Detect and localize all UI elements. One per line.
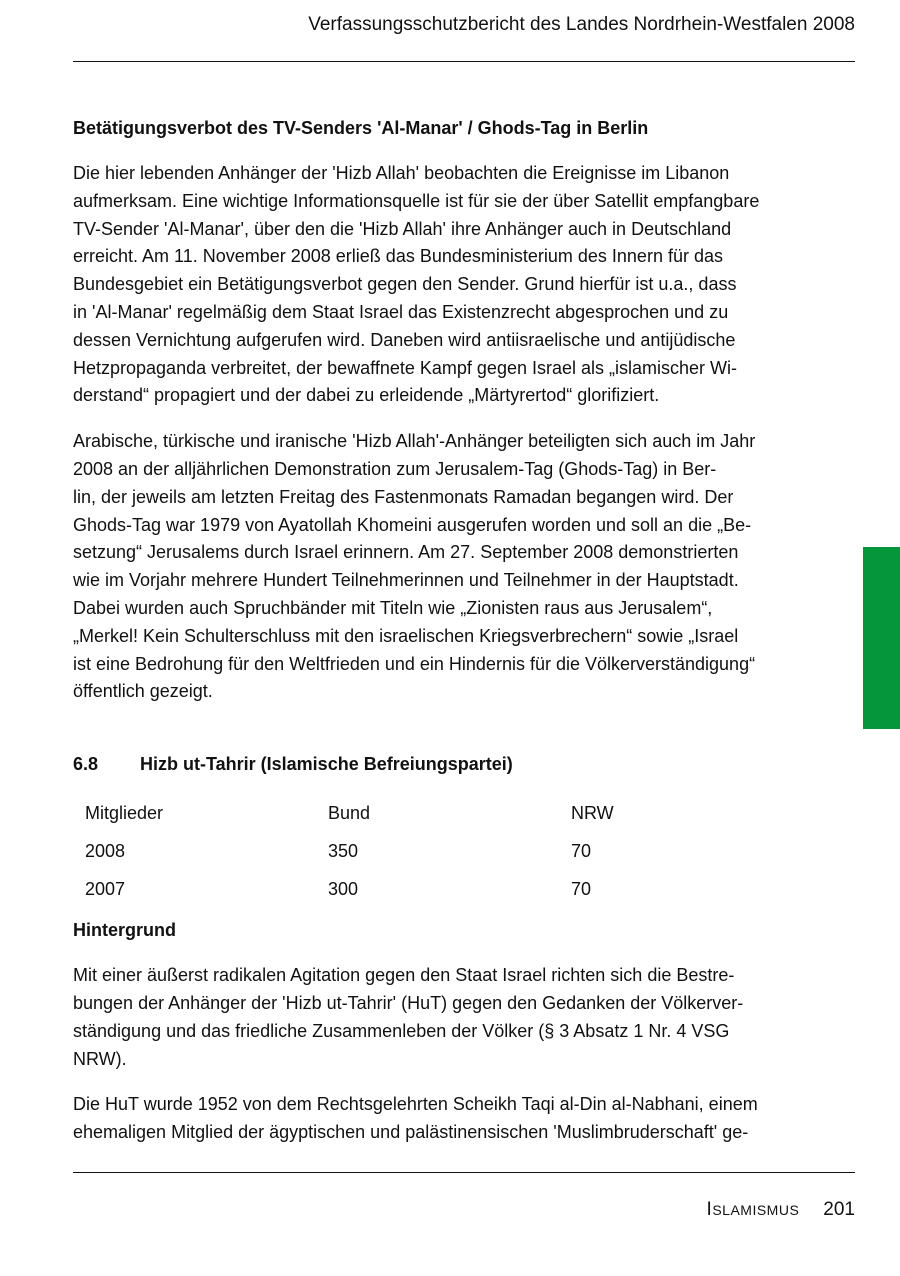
paragraph <box>73 962 833 1073</box>
table-cell: 70 <box>571 841 592 862</box>
footer-section-initial: I <box>706 1199 713 1220</box>
text-line: NRW). <box>73 1048 127 1069</box>
section-number: 6.8 <box>73 754 99 775</box>
column-header: NRW <box>571 803 614 824</box>
text-line: erreicht. Am 11. November 2008 erließ das Bundesministerium des Innern für das <box>73 246 723 267</box>
text-line: wie im Vorjahr mehrere Hundert Teilnehmerinnen und Teilnehmer in der Hauptstadt. <box>73 570 739 591</box>
text-line: lin, der jeweils am letzten Freitag des Fastenmonats Ramadan begangen wird. Der <box>73 486 734 507</box>
footer-section-label <box>706 1199 800 1220</box>
page-footer <box>707 1196 855 1224</box>
page-number: 201 <box>823 1199 855 1220</box>
text-line: Mit einer äußerst radikalen Agitation gegen den Staat Israel richten sich die Bestre- <box>73 965 735 986</box>
text-line: TV-Sender 'Al-Manar', über den die 'Hizb Allah' ihre Anhänger auch in Deutschland <box>73 218 732 239</box>
text-line: Hetzpropaganda verbreitet, der bewaffnete Kampf gegen Israel als „islamischer Wi- <box>73 357 737 378</box>
text-line: ist eine Bedrohung für den Weltfrieden und ein Hindernis für die Völkerverständigung“ <box>73 653 756 674</box>
table-header-row <box>85 794 833 832</box>
table-row <box>85 870 833 908</box>
column-header: Mitglieder <box>85 803 164 824</box>
text-line: dessen Vernichtung aufgerufen wird. Daneben wird antiisraelische und antijüdische <box>73 329 736 350</box>
paragraph <box>73 160 833 410</box>
text-line: Die hier lebenden Anhänger der 'Hizb Allah' beobachten die Ereignisse im Libanon <box>73 163 730 183</box>
table-row <box>85 832 833 870</box>
running-header: Verfassungsschutzbericht des Landes Nordrhein-Westfalen 2008 <box>308 14 855 35</box>
table-cell: 2008 <box>85 841 126 862</box>
page-body <box>73 114 833 1147</box>
footer-rule <box>73 1172 855 1173</box>
text-line: ehemaligen Mitglied der ägyptischen und palästinensischen 'Muslimbruderschaft' ge- <box>73 1122 749 1143</box>
table-cell: 350 <box>328 841 359 862</box>
text-line: Die HuT wurde 1952 von dem Rechtsgelehrten Scheikh Taqi al-Din al-Nabhani, einem <box>73 1094 758 1115</box>
text-line: bungen der Anhänger der 'Hizb ut-Tahrir' (HuT) gegen den Gedanken der Völkerver- <box>73 992 744 1013</box>
footer-section-rest: SLAMISMUS <box>712 1202 800 1218</box>
text-line: ständigung und das friedliche Zusammenleben der Völker (§ 3 Absatz 1 Nr. 4 VSG <box>73 1020 730 1041</box>
text-line: Bundesgebiet ein Betätigungsverbot gegen den Sender. Grund hierfür ist u.a., dass <box>73 274 737 295</box>
subheading-background: Hintergrund <box>73 920 176 941</box>
text-line: öffentlich gezeigt. <box>73 681 213 702</box>
column-header: Bund <box>328 803 371 824</box>
table-cell: 70 <box>571 879 592 900</box>
text-line: in 'Al-Manar' regelmäßig dem Staat Israel das Existenzrecht abgesprochen und zu <box>73 301 729 322</box>
text-line: derstand“ propagiert und der dabei zu erleidende „Märtyrertod“ glorifiziert. <box>73 385 660 406</box>
paragraph <box>73 428 833 706</box>
text-line: „Merkel! Kein Schulterschluss mit den israelischen Kriegsverbrechern“ sowie „Israel <box>73 625 739 646</box>
text-line: aufmerksam. Eine wichtige Informationsquelle ist für sie der über Satellit empfangbare <box>73 190 760 211</box>
chapter-tab-marker <box>863 547 900 729</box>
header-rule <box>73 61 855 62</box>
table-cell: 2007 <box>85 879 126 900</box>
text-line: Ghods-Tag war 1979 von Ayatollah Khomeini ausgerufen worden und soll an die „Be- <box>73 514 752 535</box>
membership-table <box>85 794 833 908</box>
text-line: Arabische, türkische und iranische 'Hizb Allah'-Anhänger beteiligten sich auch im Jahr <box>73 431 756 452</box>
table-cell: 300 <box>328 879 359 900</box>
text-line: setzung“ Jerusalems durch Israel erinnern. Am 27. September 2008 demonstrierten <box>73 542 739 563</box>
text-line: 2008 an der alljährlichen Demonstration zum Jerusalem-Tag (Ghods-Tag) in Ber- <box>73 458 717 479</box>
section-title: Hizb ut-Tahrir (Islamische Befreiungspartei) <box>140 754 513 775</box>
paragraph <box>73 1091 833 1147</box>
text-line: Dabei wurden auch Spruchbänder mit Titeln wie „Zionisten raus aus Jerusalem“, <box>73 597 713 618</box>
section-heading-al-manar: Betätigungsverbot des TV-Senders 'Al-Manar' / Ghods-Tag in Berlin <box>73 118 649 138</box>
section-heading-hizb-ut-tahrir <box>73 750 833 778</box>
